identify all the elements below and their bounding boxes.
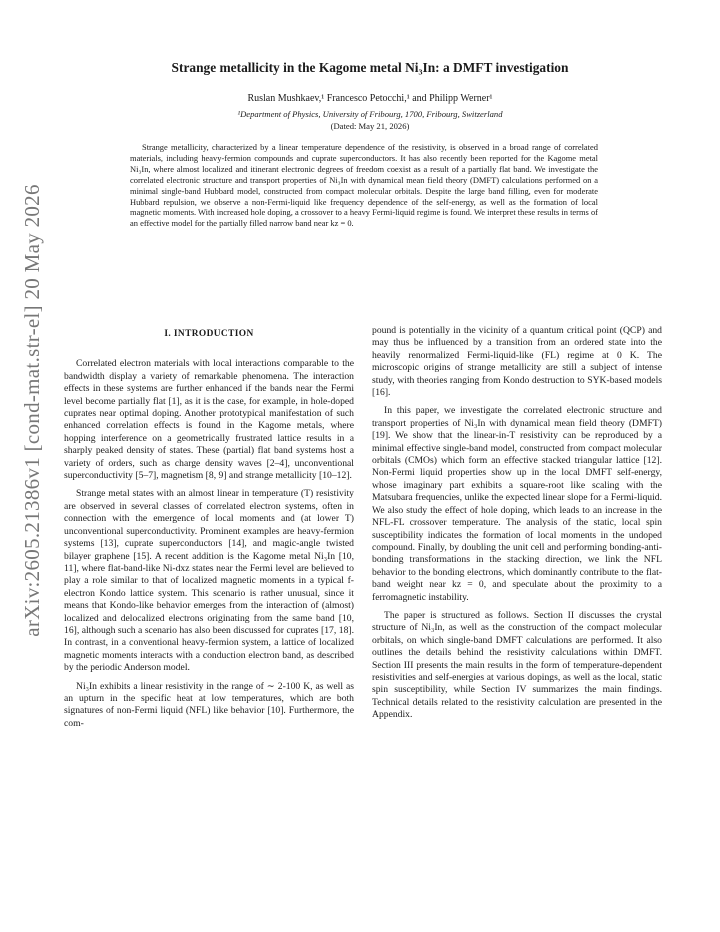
abstract: Strange metallicity, characterized by a linear temperature dependence of the resistivity, is observed in a broad range of correlated materials, including heavy-fermion compounds and cuprate superconductors. It has also recently been reported for the Kagome metal Ni₃In, where almost localized and itinerant electronic degrees of freedom coexist as a result of a partially flat band. We investigate the correlated electronic structure and transport properties of Ni₃In with dynamical mean field theory (DMFT) calculations performed on a minimal single-band Hubbard model, constructed from compact molecular orbitals. Despite the large band filling, even for moderate Hubbard repulsion, we observe a non-Fermi-liquid like frequency dependence of the self-energy, as well as the formation of local magnetic moments. With increased hole doping, a crossover to a heavy Fermi-liquid regime is found. We interpret these results in terms of an effective model for the partially filled narrow band near kz = 0. bbox=[130, 142, 598, 229]
paper-date: (Dated: May 21, 2026) bbox=[330, 121, 410, 131]
right-paragraph-3: The paper is structured as follows. Section II discusses the crystal structure of Ni₃In, as well as the construction of the compact molecular orbitals, on which single-band DMFT calculations are performed. It also outlines the details behind the resistivity calculations within DMFT. Section III presents the main results in the form of temperature-dependent resistivities and self-energies at various dopings, as well as the local, static spin susceptibility, while Section IV summarizes the main findings. Technical details related to the resistivity calculation are presented in the Appendix. bbox=[372, 609, 662, 721]
left-paragraph-3: Ni₃In exhibits a linear resistivity in the range of ∼ 2-100 K, as well as an upturn in the specific heat at low temperatures, which are both signatures of non-Fermi liquid (NFL) like behavior [10]. Furthermore, the com- bbox=[64, 680, 354, 729]
right-paragraph-2: In this paper, we investigate the correlated electronic structure and transport properties of Ni₃In with dynamical mean field theory (DMFT) [19]. We show that the linear-in-T resistivity can be reproduced by a minimal effective single-band model, constructed from compact molecular orbitals (CMOs) which form an effective stacked triangular lattice [12]. Non-Fermi liquid properties show up in the local DMFT self-energy, whose imaginary part exhibits a square-root like scaling with the Matsubara frequencies, unlike the expected linear slope for a Fermi-liquid. We also study the effect of hole doping, which leads to an increase in the NFL-FL crossover temperature. The analysis of the static, local spin susceptibility indicates the formation of local moments in the undoped compound. Finally, by doubling the unit cell and performing bonding-anti-bonding transformations in the stacking direction, we link the NFL behavior to the bonding electrons, which dominantly contribute to the flat-band weight near kz = 0, and speculate about the proximity to a ferromagnetic instability. bbox=[372, 405, 662, 603]
left-column bbox=[64, 328, 354, 736]
arxiv-identifier-sidebar bbox=[10, 120, 54, 700]
paper-title: Strange metallicity in the Kagome metal Ni₃In: a DMFT investigation bbox=[171, 60, 569, 75]
paper-authors: Ruslan Mushkaev,¹ Francesco Petocchi,¹ and Philipp Werner¹ bbox=[247, 93, 493, 104]
left-paragraph-2: Strange metal states with an almost linear in temperature (T) resistivity are observed in several classes of correlated electron systems, often in connection with the emergence of local moments and (at lower T) unconventional superconductivity. Prominent examples are heavy-fermion systems [13], cuprate superconductors [14], and magic-angle twisted bilayer graphene [15]. A recent addition is the Kagome metal Ni₃In [10, 11], where flat-band-like Ni-dxz states near the Fermi level are believed to play a role similar to that of localized magnetic moments in a typical f-electron Kondo lattice system. This scenario is rather unusual, since it means that Kondo-like behavior emerges from the interaction of (almost) localized and delocalized electrons originating from the same band [10, 16], although such a scenario has also been discussed for cuprates [17, 18]. In contrast, in a conventional heavy-fermion system, a lattice of localized magnetic moments interacts with a conduction electron band, as described by the periodic Anderson model. bbox=[64, 488, 354, 674]
arxiv-identifier: arXiv:2605.21386v1 [cond-mat.str-el] 20 May 2026 bbox=[19, 183, 44, 637]
author-affiliation: ¹Department of Physics, University of Fribourg, 1700, Fribourg, Switzerland bbox=[237, 109, 503, 119]
right-paragraph-1: pound is potentially in the vicinity of a quantum critical point (QCP) and may thus be influenced by a transition from an ordered state into the heavily renormalized Fermi-liquid-like (FL) regime at 0 K. The microscopic origins of strange metallicity are still a subject of intense study, with theories ranging from Kondo destruction to SYK-based models [16]. bbox=[372, 325, 662, 399]
right-column bbox=[372, 325, 662, 728]
section-heading-introduction: I. INTRODUCTION bbox=[164, 329, 254, 339]
left-paragraph-1: Correlated electron materials with local interactions comparable to the bandwidth display a variety of remarkable phenomena. The interaction effects in these systems are further enhanced if the bands near the Fermi level become partially flat [1], as it is the case, for example, in hole-doped cuprates near optimal doping. Another prototypical manifestation of such enhanced correlation effects is found in the Kagome metals, where hopping interference on a geometrically frustrated lattice results in a sharply peaked density of states. These (partial) flat band systems host a variety of orders, such as charge density waves [2–4], unconventional superconductivity [5–7], magnetism [8, 9] and strange metallicity [10–12]. bbox=[64, 358, 354, 482]
